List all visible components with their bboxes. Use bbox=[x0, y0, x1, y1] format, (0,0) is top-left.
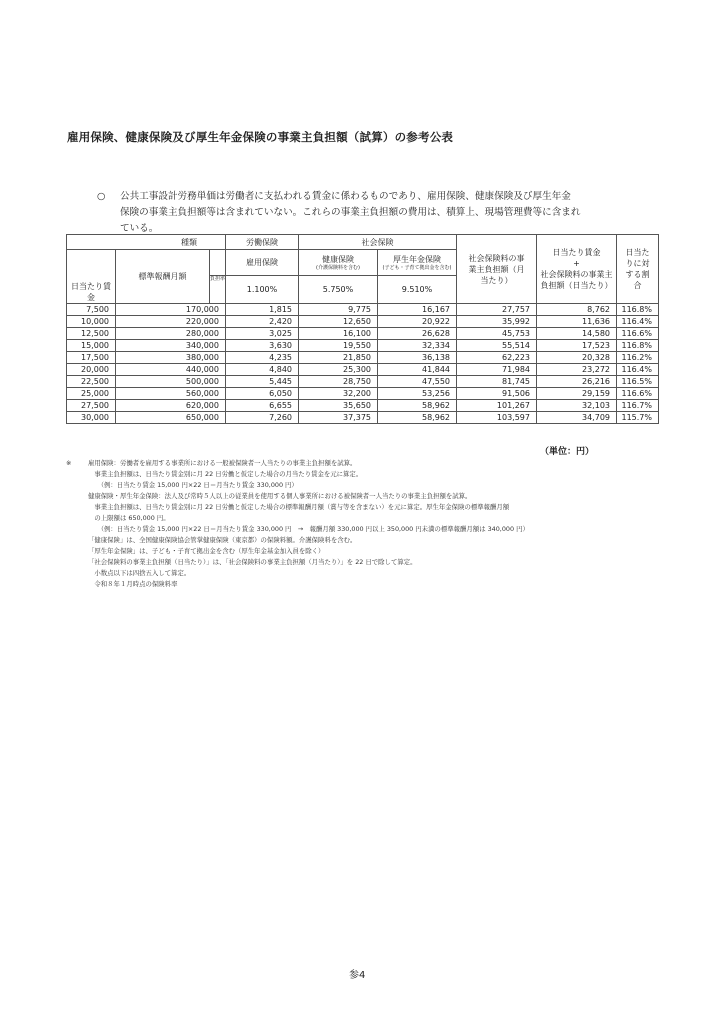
header-daily-total-line: + bbox=[573, 259, 580, 268]
note-line: 令和８年１月時点の保険料率 bbox=[88, 580, 178, 588]
table-cell: 116.7% bbox=[617, 400, 659, 412]
intro-bullet: ○ bbox=[97, 191, 106, 202]
table-cell: 620,000 bbox=[116, 400, 226, 412]
table-cell: 170,000 bbox=[116, 304, 226, 316]
table-cell: 17,500 bbox=[67, 352, 116, 364]
header-health-label: 健康保険 bbox=[322, 255, 354, 264]
header-pension-note: (子ども・子育て拠出金を含む) bbox=[382, 265, 452, 271]
header-rate: 負担率 bbox=[210, 276, 226, 304]
note-mark: ※ bbox=[66, 459, 72, 467]
table-cell: 81,745 bbox=[457, 376, 537, 388]
header-daily-total-line: 日当たり賃金 bbox=[552, 248, 601, 257]
table-cell: 20,922 bbox=[378, 316, 457, 328]
table-cell: 9,775 bbox=[299, 304, 378, 316]
table-cell: 32,200 bbox=[299, 388, 378, 400]
table-cell: 35,650 bbox=[299, 400, 378, 412]
table-cell: 28,750 bbox=[299, 376, 378, 388]
table-cell: 55,514 bbox=[457, 340, 537, 352]
table-cell: 21,850 bbox=[299, 352, 378, 364]
table-cell: 27,500 bbox=[67, 400, 116, 412]
table-cell: 103,597 bbox=[457, 412, 537, 424]
table-cell: 116.6% bbox=[617, 328, 659, 340]
note-line: 「厚生年金保険」は、子ども・子育て拠出金を含む（厚生年金基金加入員を除く） bbox=[88, 547, 325, 555]
table-cell: 22,500 bbox=[67, 376, 116, 388]
header-health-note: (介護保険料を含む) bbox=[316, 265, 360, 271]
header-labor-insurance: 労働保険 bbox=[226, 235, 299, 250]
table-cell: 37,375 bbox=[299, 412, 378, 424]
table-row bbox=[67, 352, 659, 364]
table-cell: 5,445 bbox=[226, 376, 299, 388]
rate-pension: 9.510% bbox=[378, 276, 457, 304]
table-cell: 32,334 bbox=[378, 340, 457, 352]
table-cell: 58,962 bbox=[378, 400, 457, 412]
table-cell: 10,000 bbox=[67, 316, 116, 328]
table-cell: 14,580 bbox=[537, 328, 617, 340]
table-cell: 12,650 bbox=[299, 316, 378, 328]
table-cell: 12,500 bbox=[67, 328, 116, 340]
note-line: 事業主負担額は、日当たり賃金別に月 22 日労働と仮定した場合の標準報酬月額（賞与等を含まない）を元に算定。厚生年金保険の標準報酬月額 bbox=[88, 503, 510, 511]
table-cell: 29,159 bbox=[537, 388, 617, 400]
table-row bbox=[67, 340, 659, 352]
note-line: 小数点以下は四捨五入して算定。 bbox=[88, 569, 191, 577]
notes bbox=[66, 458, 666, 590]
table-row bbox=[67, 412, 659, 424]
table-cell: 26,216 bbox=[537, 376, 617, 388]
table-cell: 53,256 bbox=[378, 388, 457, 400]
table-cell: 45,753 bbox=[457, 328, 537, 340]
intro-line: ている。 bbox=[120, 223, 159, 234]
header-social-insurance: 社会保険 bbox=[299, 235, 457, 250]
table-row bbox=[67, 328, 659, 340]
table-cell: 91,506 bbox=[457, 388, 537, 400]
table-cell: 27,757 bbox=[457, 304, 537, 316]
table-cell: 36,138 bbox=[378, 352, 457, 364]
note-line: の上限額は 650,000 円。 bbox=[88, 514, 170, 522]
unit-label: （単位：円） bbox=[540, 447, 595, 457]
header-health-insurance bbox=[299, 250, 378, 276]
table-cell: 340,000 bbox=[116, 340, 226, 352]
note-line: （例：日当たり賃金 15,000 円×22 日＝月当たり賃金 330,000 円） bbox=[88, 481, 298, 489]
table-cell: 2,420 bbox=[226, 316, 299, 328]
page-title: 雇用保険、健康保険及び厚生年金保険の事業主負担額（試算）の参考公表 bbox=[67, 130, 454, 144]
table-cell: 116.6% bbox=[617, 388, 659, 400]
table-cell: 34,709 bbox=[537, 412, 617, 424]
table-row bbox=[67, 364, 659, 376]
note-line: （例：日当たり賃金 15,000 円×22 日＝月当たり賃金 330,000 円 → 報酬月額 330,000 円以上 350,000 円未満の標準報酬月額は 340,000 円） bbox=[88, 525, 529, 533]
page-number: 参4 bbox=[349, 970, 366, 981]
table-cell: 500,000 bbox=[116, 376, 226, 388]
intro-paragraph bbox=[97, 189, 650, 237]
table-cell: 23,272 bbox=[537, 364, 617, 376]
table-cell: 560,000 bbox=[116, 388, 226, 400]
table-cell: 4,235 bbox=[226, 352, 299, 364]
header-pension-insurance bbox=[378, 250, 457, 276]
table-cell: 380,000 bbox=[116, 352, 226, 364]
table-cell: 16,100 bbox=[299, 328, 378, 340]
table-cell: 26,628 bbox=[378, 328, 457, 340]
table-cell: 71,984 bbox=[457, 364, 537, 376]
header-employment-insurance: 雇用保険 bbox=[226, 250, 299, 276]
header-type: 種類 bbox=[67, 235, 226, 250]
table-cell: 6,050 bbox=[226, 388, 299, 400]
table-cell: 3,025 bbox=[226, 328, 299, 340]
note-line: 「健康保険」は、全国健康保険協会管掌健康保険（東京都）の保険料額。介護保険料を含む。 bbox=[88, 536, 357, 544]
table-row bbox=[67, 388, 659, 400]
table-cell: 116.4% bbox=[617, 316, 659, 328]
table-cell: 101,267 bbox=[457, 400, 537, 412]
table-cell: 280,000 bbox=[116, 328, 226, 340]
table-cell: 11,636 bbox=[537, 316, 617, 328]
header-blank bbox=[210, 250, 226, 276]
table-cell: 25,000 bbox=[67, 388, 116, 400]
table-cell: 116.8% bbox=[617, 340, 659, 352]
table-cell: 116.4% bbox=[617, 364, 659, 376]
intro-line: 保険の事業主負担額等は含まれていない。これらの事業主負担額の費用は、積算上、現場管理費等に含まれ bbox=[120, 207, 581, 218]
rate-health: 5.750% bbox=[299, 276, 378, 304]
table-cell: 20,328 bbox=[537, 352, 617, 364]
header-social-monthly: 社会保険料の事業主負担額（月当たり） bbox=[457, 235, 537, 304]
rate-employment: 1.100% bbox=[226, 276, 299, 304]
table-cell: 47,550 bbox=[378, 376, 457, 388]
table-cell: 116.2% bbox=[617, 352, 659, 364]
table-cell: 7,260 bbox=[226, 412, 299, 424]
header-pension-label: 厚生年金保険 bbox=[393, 255, 441, 264]
table-cell: 8,762 bbox=[537, 304, 617, 316]
burden-table bbox=[66, 234, 659, 424]
intro-line: 公共工事設計労務単価は労働者に支払われる賃金に係わるものであり、雇用保険、健康保険及び厚生年金 bbox=[120, 191, 571, 202]
note-line: 事業主負担額は、日当たり賃金別に月 22 日労働と仮定した場合の月当たり賃金を元に算定。 bbox=[88, 470, 363, 478]
table-cell: 41,844 bbox=[378, 364, 457, 376]
table-cell: 17,523 bbox=[537, 340, 617, 352]
table-row bbox=[67, 376, 659, 388]
table-cell: 220,000 bbox=[116, 316, 226, 328]
note-line: 「社会保険料の事業主負担額（日当たり）」は、「社会保険料の事業主負担額（月当たり）」を 22 日で除して算定。 bbox=[88, 558, 417, 566]
table-cell: 19,550 bbox=[299, 340, 378, 352]
table-cell: 58,962 bbox=[378, 412, 457, 424]
table-cell: 15,000 bbox=[67, 340, 116, 352]
header-daily-total bbox=[537, 235, 617, 304]
header-std-monthly: 標準報酬月額 bbox=[116, 250, 210, 304]
header-ratio: 日当たりに対する割合 bbox=[617, 235, 659, 304]
table-cell: 6,655 bbox=[226, 400, 299, 412]
note-line: 雇用保険：労働者を雇用する事業所における一般被保険者一人当たりの事業主負担額を試算。 bbox=[88, 459, 357, 467]
table-cell: 7,500 bbox=[67, 304, 116, 316]
table-cell: 35,992 bbox=[457, 316, 537, 328]
table-cell: 25,300 bbox=[299, 364, 378, 376]
table-row bbox=[67, 400, 659, 412]
note-line: 健康保険・厚生年金保険：法人及び常時５人以上の従業員を使用する個人事業所における被保険者一人当たりの事業主負担額を試算。 bbox=[88, 492, 472, 500]
table-cell: 30,000 bbox=[67, 412, 116, 424]
table-cell: 20,000 bbox=[67, 364, 116, 376]
table-cell: 62,223 bbox=[457, 352, 537, 364]
table-cell: 32,103 bbox=[537, 400, 617, 412]
table-cell: 116.5% bbox=[617, 376, 659, 388]
header-daily-wage: 日当たり賃金 bbox=[67, 250, 116, 304]
table-cell: 16,167 bbox=[378, 304, 457, 316]
table-cell: 4,840 bbox=[226, 364, 299, 376]
header-daily-total-line: 社会保険料の事業主負担額（日当たり） bbox=[540, 270, 613, 290]
table-row bbox=[67, 316, 659, 328]
table-cell: 440,000 bbox=[116, 364, 226, 376]
table-cell: 1,815 bbox=[226, 304, 299, 316]
table-cell: 650,000 bbox=[116, 412, 226, 424]
table-cell: 116.8% bbox=[617, 304, 659, 316]
table-cell: 115.7% bbox=[617, 412, 659, 424]
table-row bbox=[67, 304, 659, 316]
table-cell: 3,630 bbox=[226, 340, 299, 352]
